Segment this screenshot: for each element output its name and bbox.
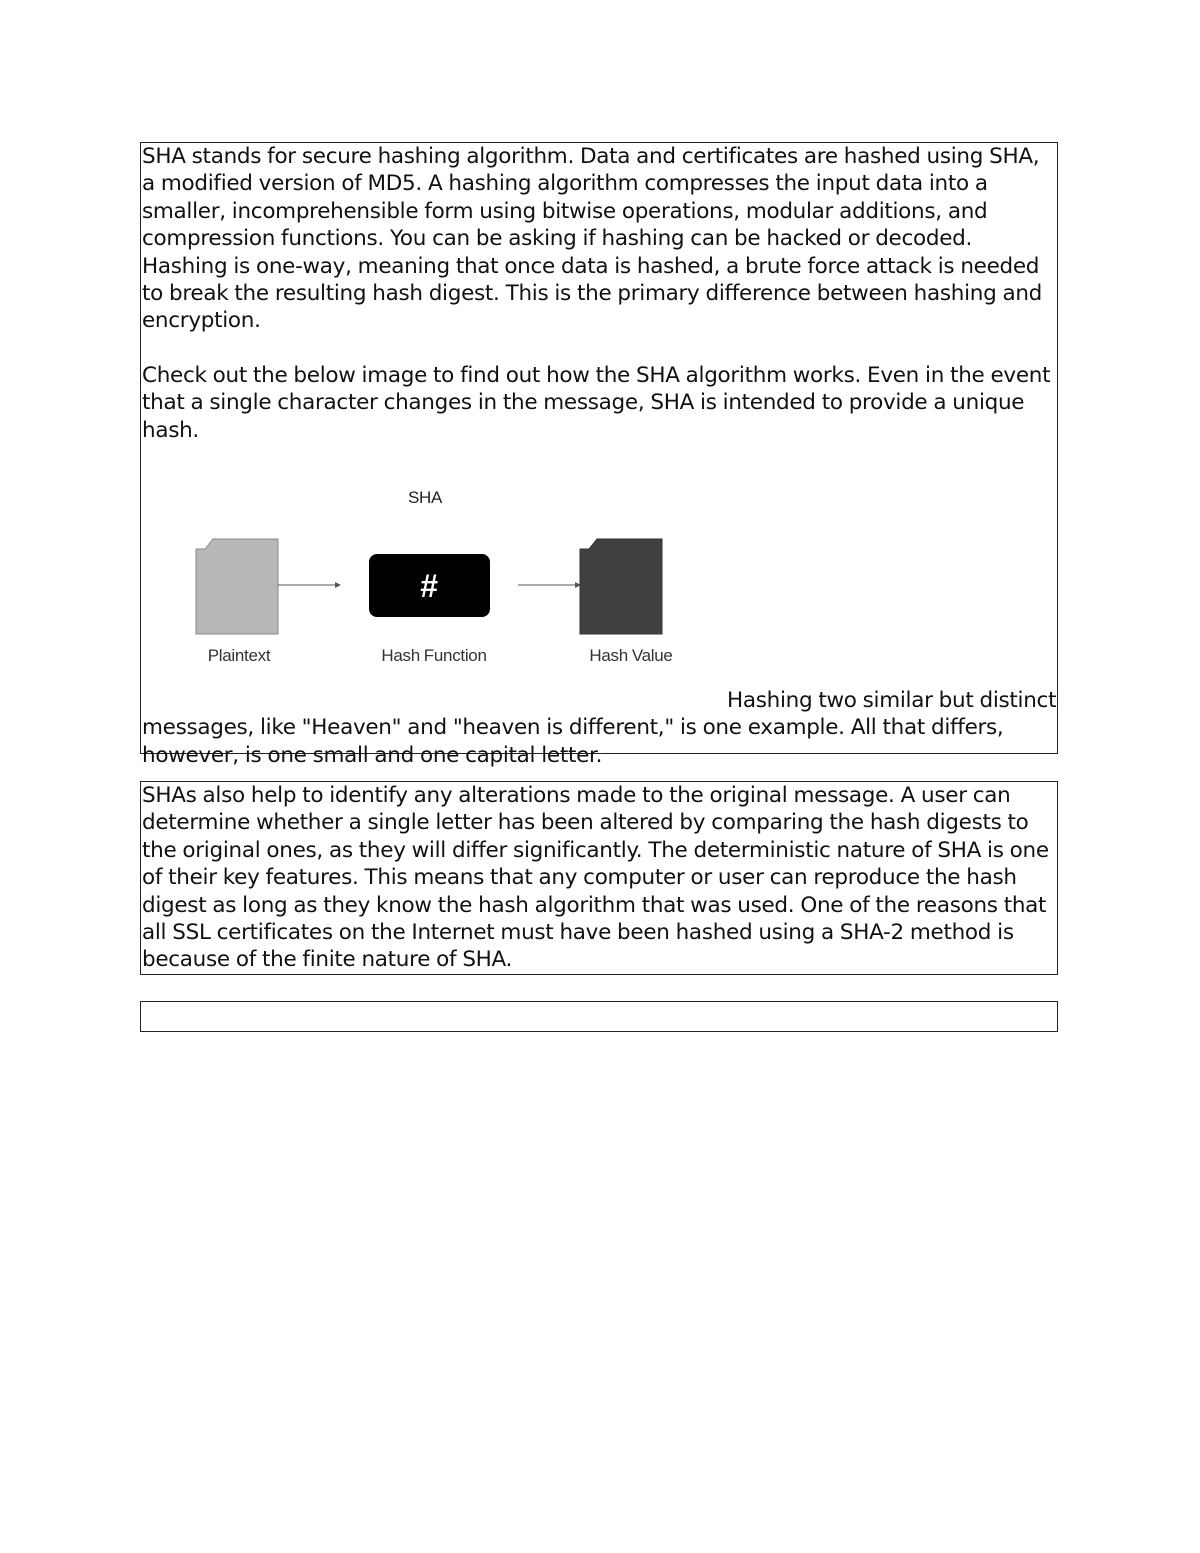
plaintext-label: Plaintext <box>207 646 271 666</box>
hash-value-document-icon <box>580 539 662 634</box>
intro-paragraph: SHA stands for secure hashing algorithm. Data and certificates are hashed using SHA, a modified version of MD5. A hashing algorithm compresses the input data into a smaller, incomprehensible form using bitwise operations, modular additions, and compression functions. You can be asking if hashing can be hacked or decoded. Hashing is one-way, meaning that once data is hashed, a brute force attack is needed to break the resulting hash digest. This is the primary difference between hashing and encryption. <box>142 144 1043 334</box>
content-box-2 <box>140 781 1058 975</box>
hash-function-label: Hash Function <box>381 646 487 666</box>
example-paragraph: Hashing two similar but distinct messages, like "Heaven" and "heaven is different," is one example. All that differs, however, is one small and one capital letter. <box>142 688 1057 768</box>
image-intro-paragraph: Check out the below image to find out how the SHA algorithm works. Even in the event that a single character changes in the message, SHA is intended to provide a unique hash. <box>142 362 1051 443</box>
content-box-1 <box>140 142 1058 768</box>
hash-value-label: Hash Value <box>589 646 673 666</box>
sha-diagram <box>163 469 723 687</box>
plaintext-document-icon <box>196 539 278 634</box>
diagram-title: SHA <box>407 488 443 508</box>
arrow-head-icon <box>335 582 341 588</box>
hash-symbol: # <box>420 568 438 605</box>
sha-diagram-svg <box>163 469 723 687</box>
alterations-paragraph: SHAs also help to identify any alterations made to the original message. A user can determine whether a single letter has been altered by comparing the hash digests to the original ones, as they will differ significantly. The deterministic nature of SHA is one of their key features. This means that any computer or user can reproduce the hash digest as long as they know the hash algorithm that was used. One of the reasons that all SSL certificates on the Internet must have been hashed using a SHA-2 method is because of the finite nature of SHA. <box>142 783 1049 973</box>
content-box-3-empty <box>140 1001 1058 1032</box>
